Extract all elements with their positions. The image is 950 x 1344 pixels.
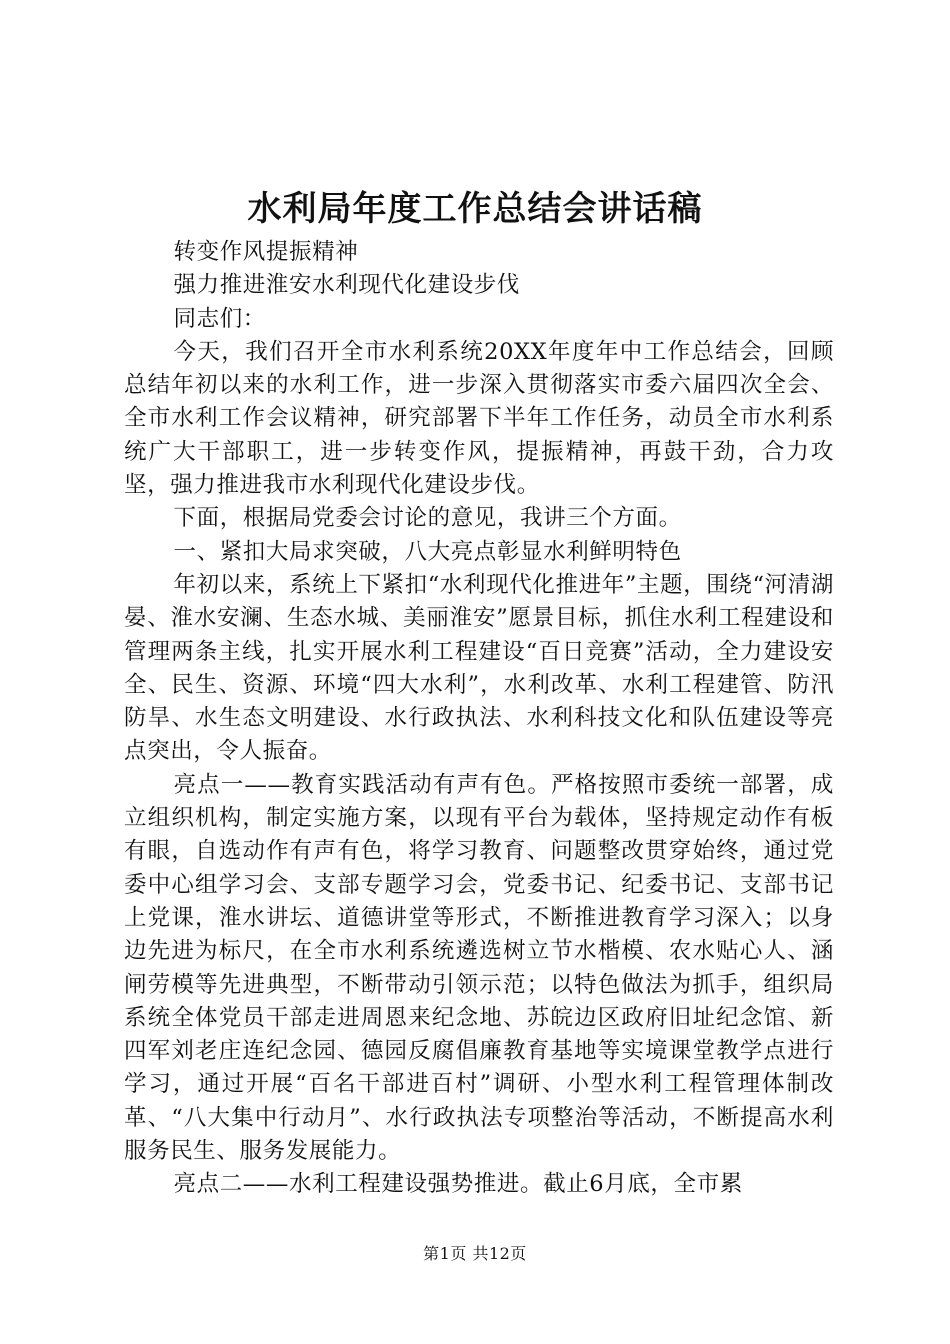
salutation: 同志们： [173,305,266,332]
page-number: 第1页 共12页 [423,1244,527,1263]
body-paragraph: 亮点二——水利工程建设强势推进。截止6月底，全市累 [173,1171,743,1198]
document-title: 水利局年度工作总结会讲话稿 [247,189,703,229]
subtitle-line: 强力推进淮安水利现代化建设步伐 [173,272,521,299]
body-paragraph: 亮点一——教育实践活动有声有色。严格按照市委统一部署，成立组织机构，制定实施方案，以现有平台为载体，坚持规定动作有板有眼，自选动作有声有色，将学习教育、问题整改贯穿始终，通过党委中心组学习会、支部专题学习会，党委书记、纪委书记、支部书记上党课，淮水讲坛、道德讲堂等形式，不断推进教育学习深入；以身边先进为标尺，在全市水利系统遴选树立节水楷模、农水贴心人、涵闸劳模等先进典型，不断带动引领示范；以特色做法为抓手，组织局系统全体党员干部走进周恩来纪念地、苏皖边区政府旧址纪念馆、新四军刘老庄连纪念园、德园反腐倡廉教育基地等实境课堂教学点进行学习，通过开展“百名干部进百村”调研、小型水利工程管理体制改革、“八大集中行动月”、水行政执法专项整治等活动，不断提高水利服务民生、服务发展能力。 [124,771,834,1165]
subtitle-line: 转变作风提振精神 [173,239,359,265]
section-heading: 一、紧扣大局求突破，八大亮点彰显水利鲜明特色 [173,538,682,565]
body-paragraph: 下面，根据局党委会讨论的意见，我讲三个方面。 [173,505,682,532]
body-paragraph: 今天，我们召开全市水利系统20XX年度年中工作总结会，回顾总结年初以来的水利工作，进一步深入贯彻落实市委六届四次全会、全市水利工作会议精神，研究部署下半年工作任务，动员全市水利系统广大干部职工，进一步转变作风，提振精神，再鼓干劲，合力攻坚，强力推进我市水利现代化建设步伐。 [124,338,834,499]
body-paragraph: 年初以来，系统上下紧扣“水利现代化推进年”主题，围绕“河清湖晏、淮水安澜、生态水城、美丽淮安”愿景目标，抓住水利工程建设和管理两条主线，扎实开展水利工程建设“百日竞赛”活动，全力建设安全、民生、资源、环境“四大水利”，水利改革、水利工程建管、防汛防旱、水生态文明建设、水行政执法、水利科技文化和队伍建设等亮点突出，令人振奋。 [124,571,834,765]
document-body [124,236,834,1202]
